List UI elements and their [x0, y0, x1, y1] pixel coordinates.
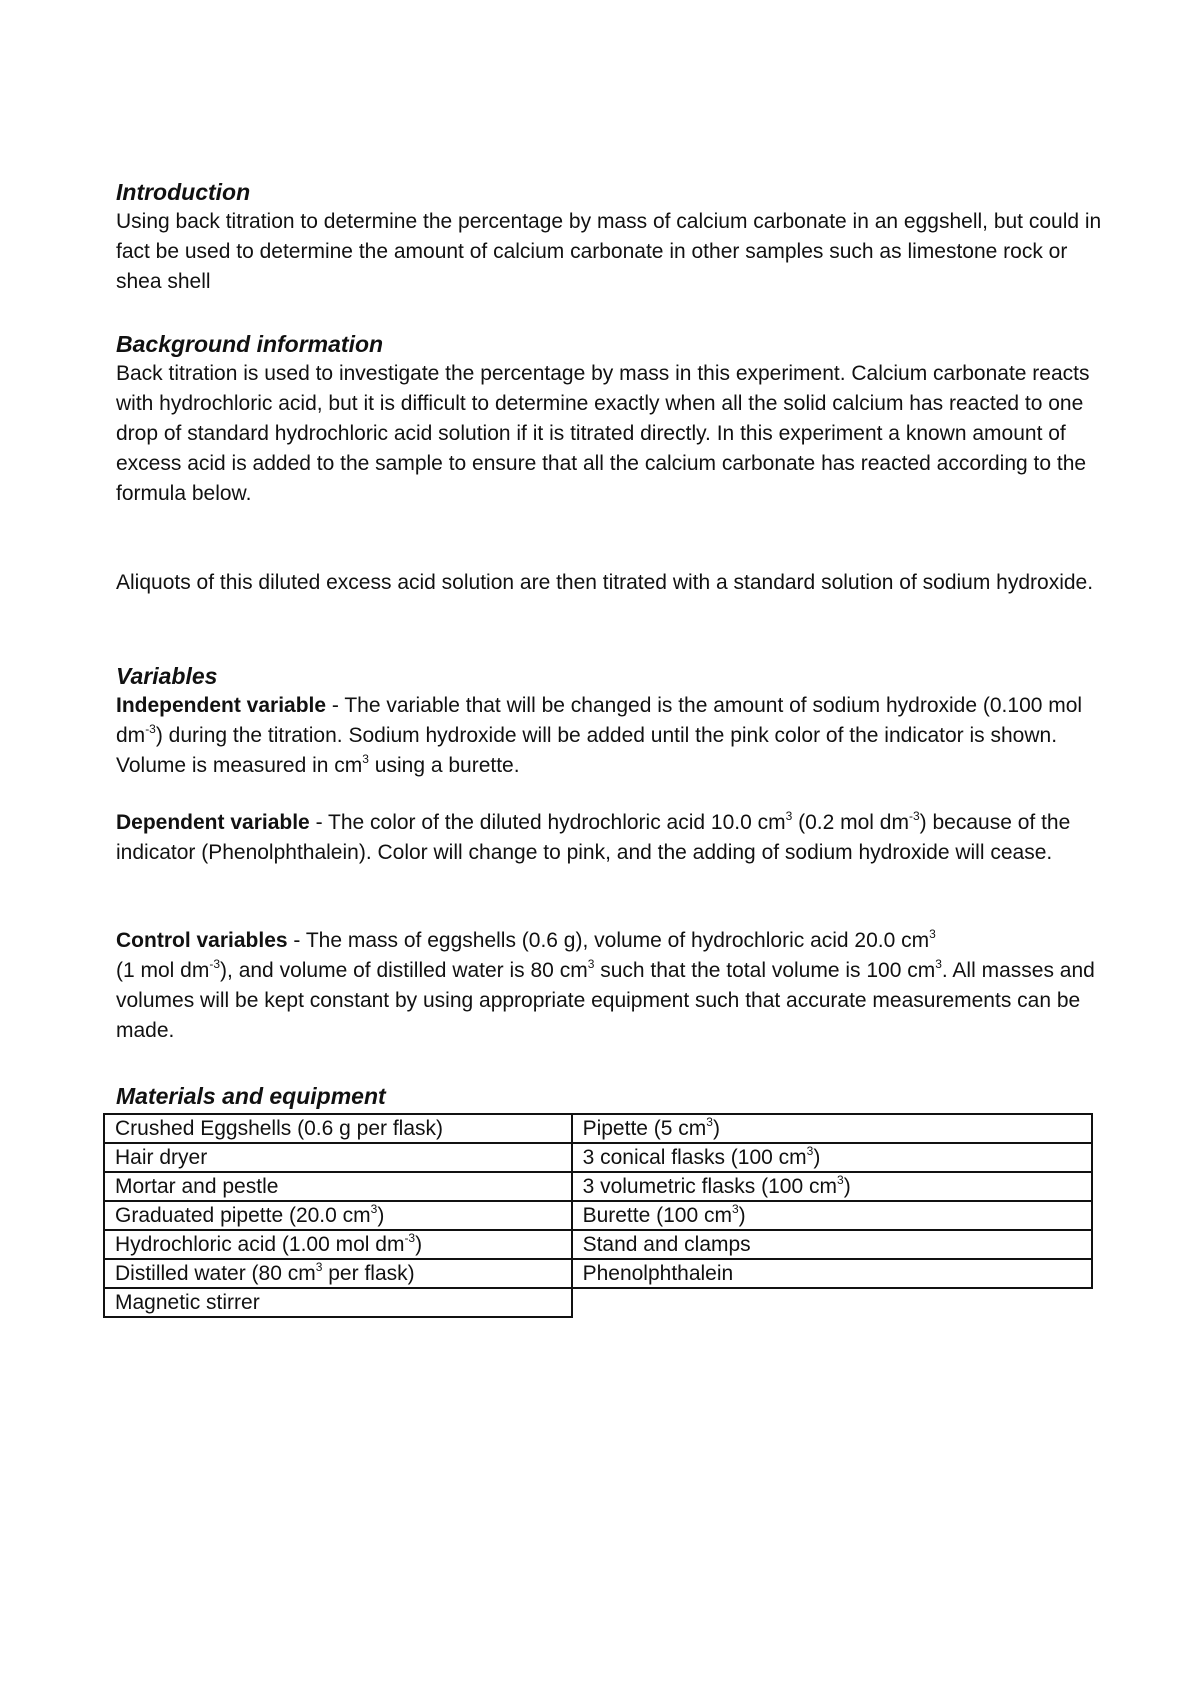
table-cell-left: Mortar and pestle	[104, 1172, 572, 1201]
introduction-heading: Introduction	[116, 179, 251, 205]
table-cell-right: Stand and clamps	[572, 1230, 1092, 1259]
materials-heading: Materials and equipment	[116, 1083, 386, 1109]
table-row	[104, 1114, 1092, 1143]
independent-variable-label: Independent variable	[116, 694, 327, 717]
control-variables-label: Control variables	[116, 929, 288, 952]
table-cell-right: Burette (100 $cm^3$)	[572, 1201, 1092, 1230]
table-cell-right: Phenolphthalein	[572, 1259, 1092, 1288]
background-text: Back titration is used to investigate the percentage by mass in this experiment. Calcium carbonate reacts with hydrochloric acid, but it is difficult to determine exactly when all the solid calcium has reacted to one drop of standard hydrochloric acid solution if it is titrated directly. In this experiment a known amount of excess acid is added to the sample to ensure that all the calcium carbonate has reacted according to the formula below.	[116, 362, 1090, 505]
table-row	[104, 1230, 1092, 1259]
table-cell-empty	[572, 1288, 1092, 1317]
table-cell-left: Hair dryer	[104, 1143, 572, 1172]
table-row	[104, 1172, 1092, 1201]
table-cell-left: Graduated pipette (20.0 $cm^3$)	[104, 1201, 572, 1230]
aliquots-text: Aliquots of this diluted excess acid solution are then titrated with a standard solution of sodium hydroxide.	[116, 571, 1094, 594]
table-row	[104, 1259, 1092, 1288]
table-cell-left: Magnetic stirrer	[104, 1288, 572, 1317]
table-cell-right: 3 conical flasks (100 $cm^3$)	[572, 1143, 1092, 1172]
background-heading: Background information	[116, 331, 384, 357]
dependent-variable-text: Dependent variable - The color of the diluted hydrochloric acid 10.0 $cm^3$ (0.2 mol $dm^{-3}$) because of the indicator (Phenolphthalein). Color will change to pink, and the adding of sodium hydroxide will cease.	[116, 809, 1071, 864]
table-cell-left: Crushed Eggshells (0.6 g per flask)	[104, 1114, 572, 1143]
table-cell-left: Hydrochloric acid (1.00 mol $dm^{-3}$)	[104, 1230, 572, 1259]
table-row	[104, 1288, 1092, 1317]
table-row	[104, 1143, 1092, 1172]
independent-variable-text: Independent variable - The variable that will be changed is the amount of sodium hydroxide (0.100 mol $dm^{-3}$) during the titration. Sodium hydroxide will be added until the pink color of the indicator is shown. Volume is measured in $cm^3$ using a burette.	[116, 694, 1083, 777]
introduction-text: Using back titration to determine the percentage by mass of calcium carbonate in an eggshell, but could in fact be used to determine the amount of calcium carbonate in other samples such as limestone rock or shea shell	[116, 210, 1102, 293]
materials-table	[103, 1113, 1093, 1318]
control-variables-text: Control variables - The mass of eggshells (0.6 g), volume of hydrochloric acid 20.0 $cm^3$ (1 mol $dm^{-3}$), and volume of distilled water is 80 $cm^3$ such that the total volume is 100 $cm^3$. All masses and volumes will be kept constant by using appropriate equipment such that accurate measurements can be made.	[116, 927, 1095, 1042]
table-cell-right: 3 volumetric flasks (100 $cm^3$)	[572, 1172, 1092, 1201]
table-cell-right: Pipette (5 $cm^3$)	[572, 1114, 1092, 1143]
table-row	[104, 1201, 1092, 1230]
dependent-variable-label: Dependent variable	[116, 811, 310, 834]
variables-heading: Variables	[116, 663, 218, 689]
table-cell-left: Distilled water (80 $cm^3$ per flask)	[104, 1259, 572, 1288]
